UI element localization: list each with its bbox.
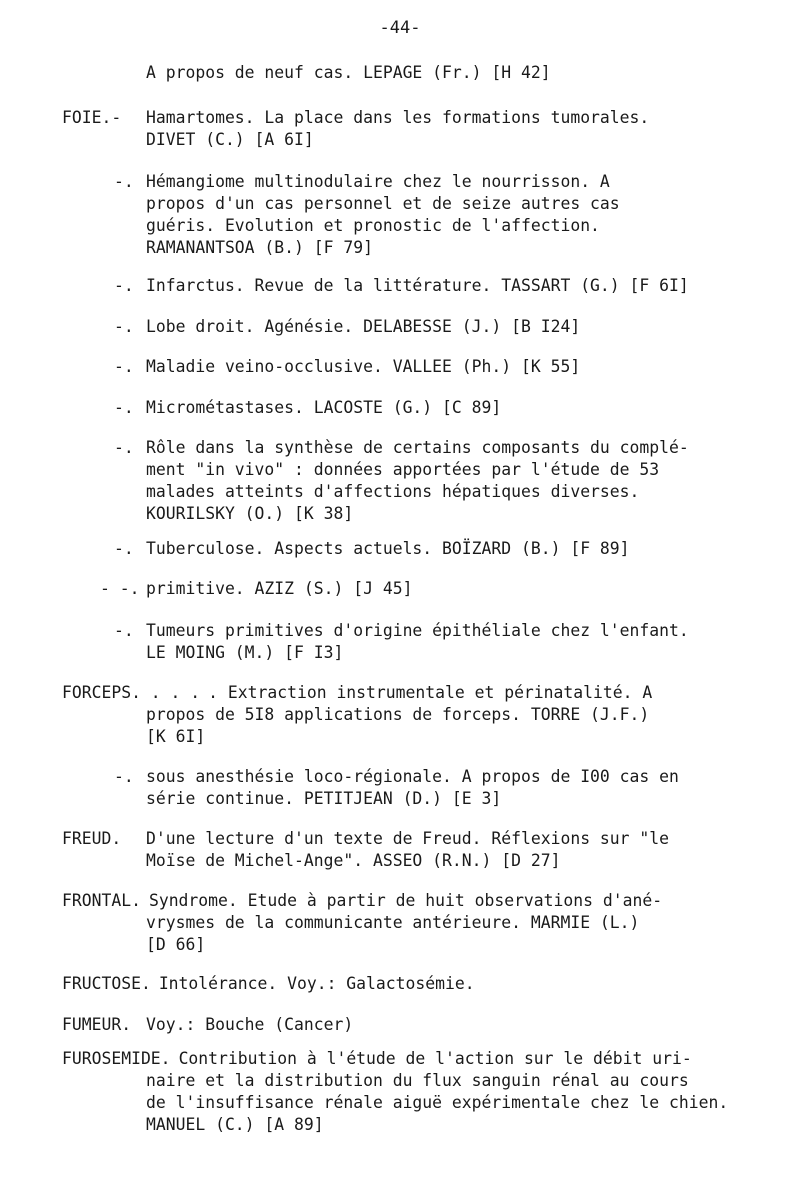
- page-number: -44-: [379, 18, 421, 38]
- entry-ditto-marker: -.: [114, 357, 134, 376]
- index-entry: [0, 973, 800, 995]
- entry-ditto-marker: -.: [114, 276, 134, 295]
- entry-ditto-marker: -.: [114, 539, 134, 558]
- entry-ditto-marker: -.: [114, 438, 134, 457]
- entry-ditto-marker: -.: [114, 398, 134, 417]
- entry-text: primitive. AZIZ (S.) [J 45]: [146, 579, 413, 598]
- index-entry: [0, 62, 800, 84]
- entry-text: D'une lecture d'un texte de Freud. Réflexions sur "le Moïse de Michel-Ange". ASSEO (R.N.) [D 27]: [146, 829, 670, 870]
- index-entry: [0, 766, 800, 810]
- entry-text: Micrométastases. LACOSTE (G.) [C 89]: [146, 398, 502, 417]
- entry-text: Contribution à l'étude de l'action sur le débit uri- naire et la distribution du flux sanguin rénal au cours de l'insuffisance rénale aiguë expérimentale chez le chien. MANUEL (C.) [A 89]: [146, 1049, 729, 1134]
- entry-headword: FUMEUR.: [62, 1015, 132, 1034]
- entry-text: Rôle dans la synthèse de certains composants du complé- ment "in vivo" : données apportées par l'étude de 53 malades atteints d'affections hépatiques diverses. KOURILSKY (O.) [K 38]: [146, 438, 689, 523]
- entry-ditto-marker: - -.: [100, 579, 140, 598]
- index-entry: [0, 538, 800, 560]
- entry-ditto-marker: -.: [114, 172, 134, 191]
- entry-text: Maladie veino-occlusive. VALLEE (Ph.) [K 55]: [146, 357, 581, 376]
- entry-text: A propos de neuf cas. LEPAGE (Fr.) [H 42]: [146, 63, 551, 82]
- entry-text: . Extraction instrumentale et périnatalité. A propos de 5I8 applications de forceps. TORRE (J.F.) [K 6I]: [146, 683, 653, 746]
- entry-text: Lobe droit. Agénésie. DELABESSE (J.) [B I24]: [146, 317, 581, 336]
- index-entry: [0, 578, 800, 600]
- entry-headword: FORCEPS. . . .: [62, 683, 201, 702]
- index-entry: [0, 316, 800, 338]
- entry-headword: FREUD.: [62, 829, 122, 848]
- entry-ditto-marker: -.: [114, 621, 134, 640]
- entry-text: Hémangiome multinodulaire chez le nourrisson. A propos d'un cas personnel et de seize autres cas guéris. Evolution et pronostic de l'affection. RAMANANTSOA (B.) [F 79]: [146, 172, 620, 257]
- entry-text: Tuberculose. Aspects actuels. BOÏZARD (B.) [F 89]: [146, 539, 630, 558]
- entry-headword: FUROSEMIDE.: [62, 1049, 171, 1068]
- index-entry: [0, 171, 800, 259]
- index-entry: [0, 275, 800, 297]
- index-entry: [0, 1014, 800, 1036]
- index-entry: [0, 397, 800, 419]
- entry-text: Infarctus. Revue de la littérature. TASSART (G.) [F 6I]: [146, 276, 689, 295]
- entry-headword: FOIE.-: [62, 108, 122, 127]
- entry-headword: FRUCTOSE.: [62, 974, 151, 993]
- entry-headword: FRONTAL.: [62, 891, 141, 910]
- entry-text: Hamartomes. La place dans les formations tumorales. DIVET (C.) [A 6I]: [146, 108, 650, 149]
- index-entry: [0, 890, 800, 956]
- index-entry: [0, 356, 800, 378]
- entry-text: Syndrome. Etude à partir de huit observations d'ané- vrysmes de la communicante antérieure. MARMIE (L.) [D 66]: [146, 891, 663, 954]
- index-entry: [0, 620, 800, 664]
- index-entry: [0, 828, 800, 872]
- index-entry: [0, 437, 800, 525]
- entry-text: sous anesthésie loco-régionale. A propos de I00 cas en série continue. PETITJEAN (D.) [E 3]: [146, 767, 679, 808]
- entry-ditto-marker: -.: [114, 317, 134, 336]
- entry-text: Tumeurs primitives d'origine épithéliale chez l'enfant. LE MOING (M.) [F I3]: [146, 621, 689, 662]
- index-entry: [0, 107, 800, 151]
- entry-text: Voy.: Bouche (Cancer): [146, 1015, 354, 1034]
- index-entry: [0, 682, 800, 748]
- index-entry: [0, 1048, 800, 1136]
- entry-ditto-marker: -.: [114, 767, 134, 786]
- entry-text: Intolérance. Voy.: Galactosémie.: [158, 974, 475, 993]
